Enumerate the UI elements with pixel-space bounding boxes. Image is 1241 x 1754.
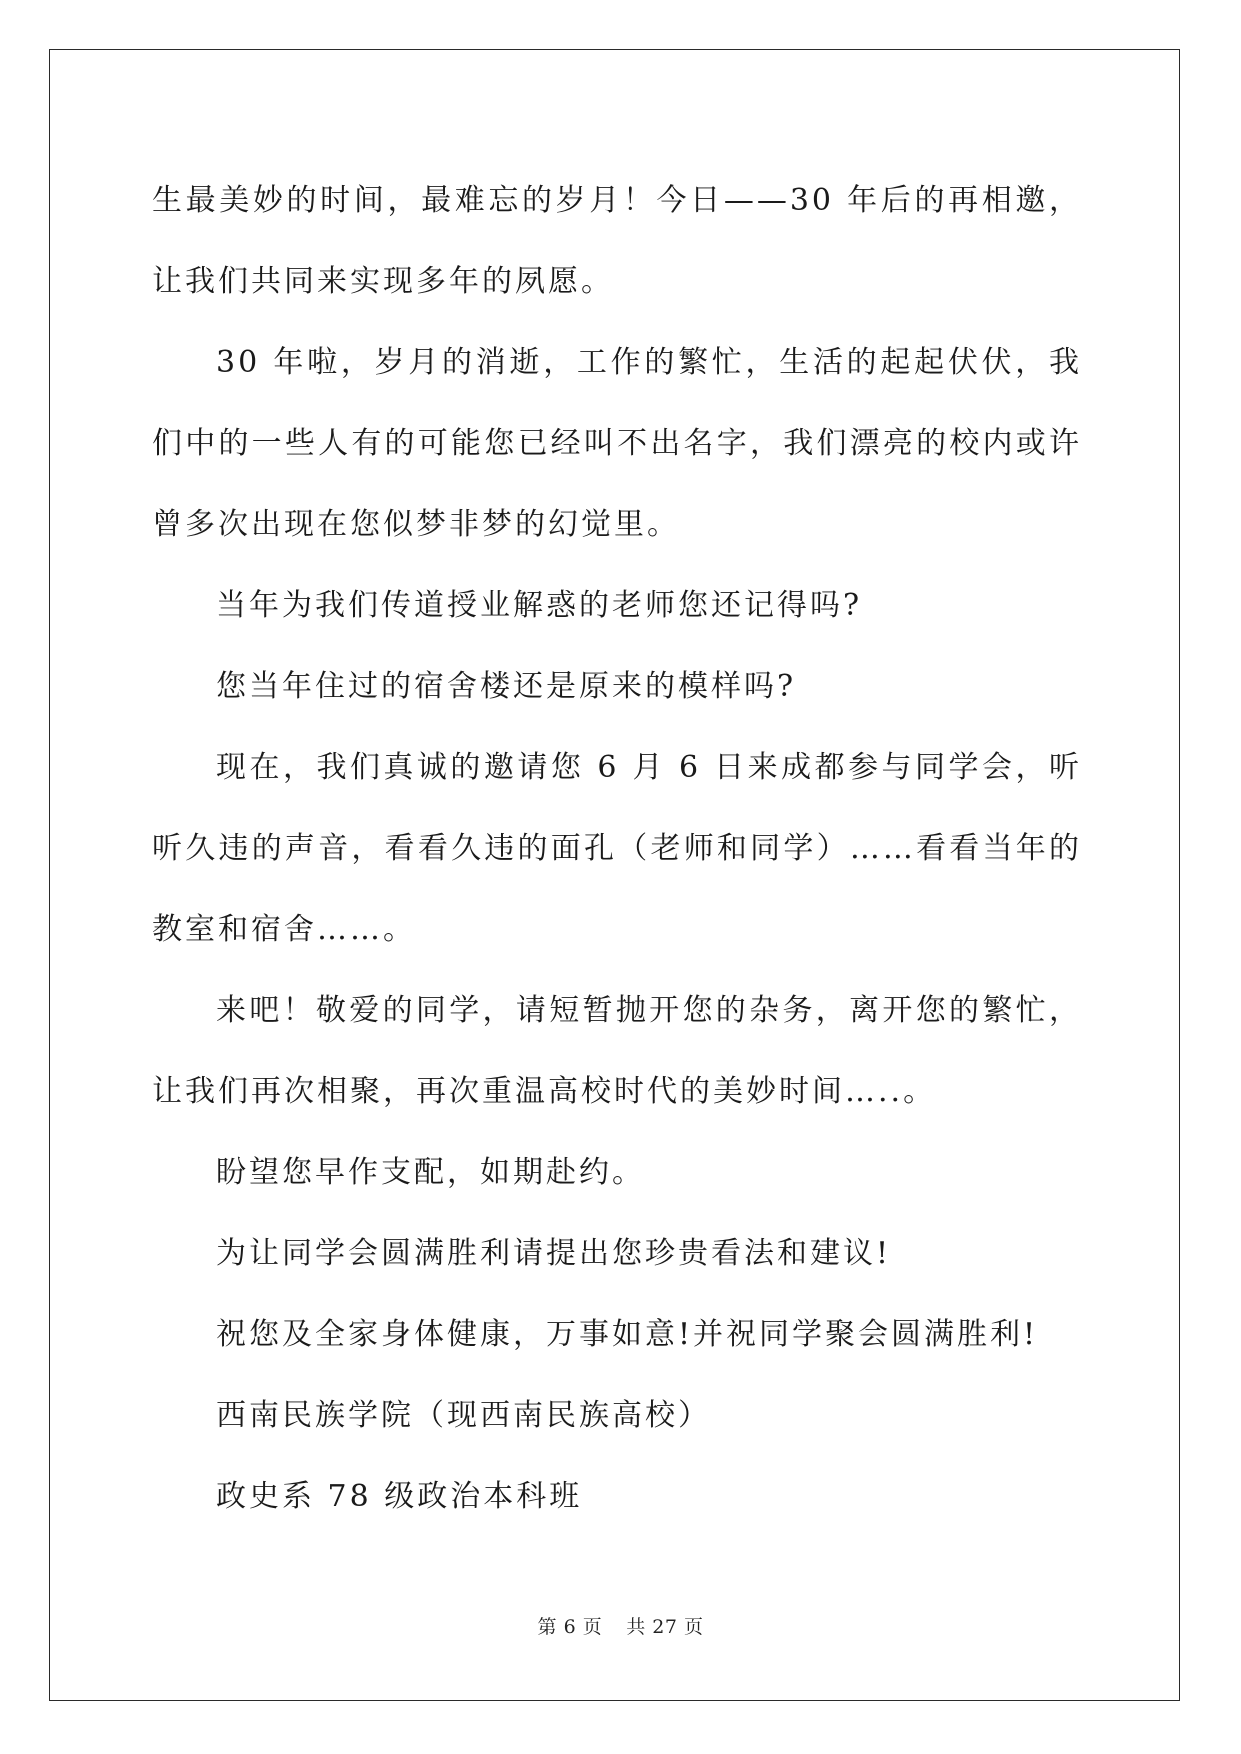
paragraph-suggestions: 为让同学会圆满胜利请提出您珍贵看法和建议!	[216, 1236, 892, 1271]
page-footer	[0, 1612, 1241, 1639]
paragraph-continuation: 生最美妙的时间，最难忘的岁月！今日——30 年后的再相邀，让我们共同来实现多年的夙愿。	[152, 183, 1082, 299]
page-total: 共 27 页	[626, 1616, 704, 1638]
paragraph-come: 来吧！敬爱的同学，请短暂抛开您的杂务，离开您的繁忙，让我们再次相聚，再次重温高校时代的美妙时间…..。	[152, 993, 1082, 1109]
signature-class: 政史系 78 级政治本科班	[216, 1479, 583, 1514]
document-body	[152, 160, 1082, 1537]
paragraph-wishes: 祝您及全家身体健康，万事如意!并祝同学聚会圆满胜利!	[216, 1317, 1039, 1352]
paragraph-dorm-question: 您当年住过的宿舍楼还是原来的模样吗?	[216, 669, 797, 704]
paragraph-30-years: 30 年啦，岁月的消逝，工作的繁忙，生活的起起伏伏，我们中的一些人有的可能您已经叫不出名字，我们漂亮的校内或许曾多次出现在您似梦非梦的幻觉里。	[152, 345, 1082, 542]
paragraph-teachers-question: 当年为我们传道授业解惑的老师您还记得吗?	[216, 588, 863, 623]
page-number: 第 6 页	[537, 1616, 603, 1638]
signature-institution: 西南民族学院（现西南民族高校）	[216, 1398, 711, 1433]
paragraph-arrange: 盼望您早作支配，如期赴约。	[216, 1155, 645, 1190]
paragraph-invitation: 现在，我们真诚的邀请您 6 月 6 日来成都参与同学会，听听久违的声音，看看久违的面孔（老师和同学）……看看当年的教室和宿舍……。	[152, 750, 1082, 947]
